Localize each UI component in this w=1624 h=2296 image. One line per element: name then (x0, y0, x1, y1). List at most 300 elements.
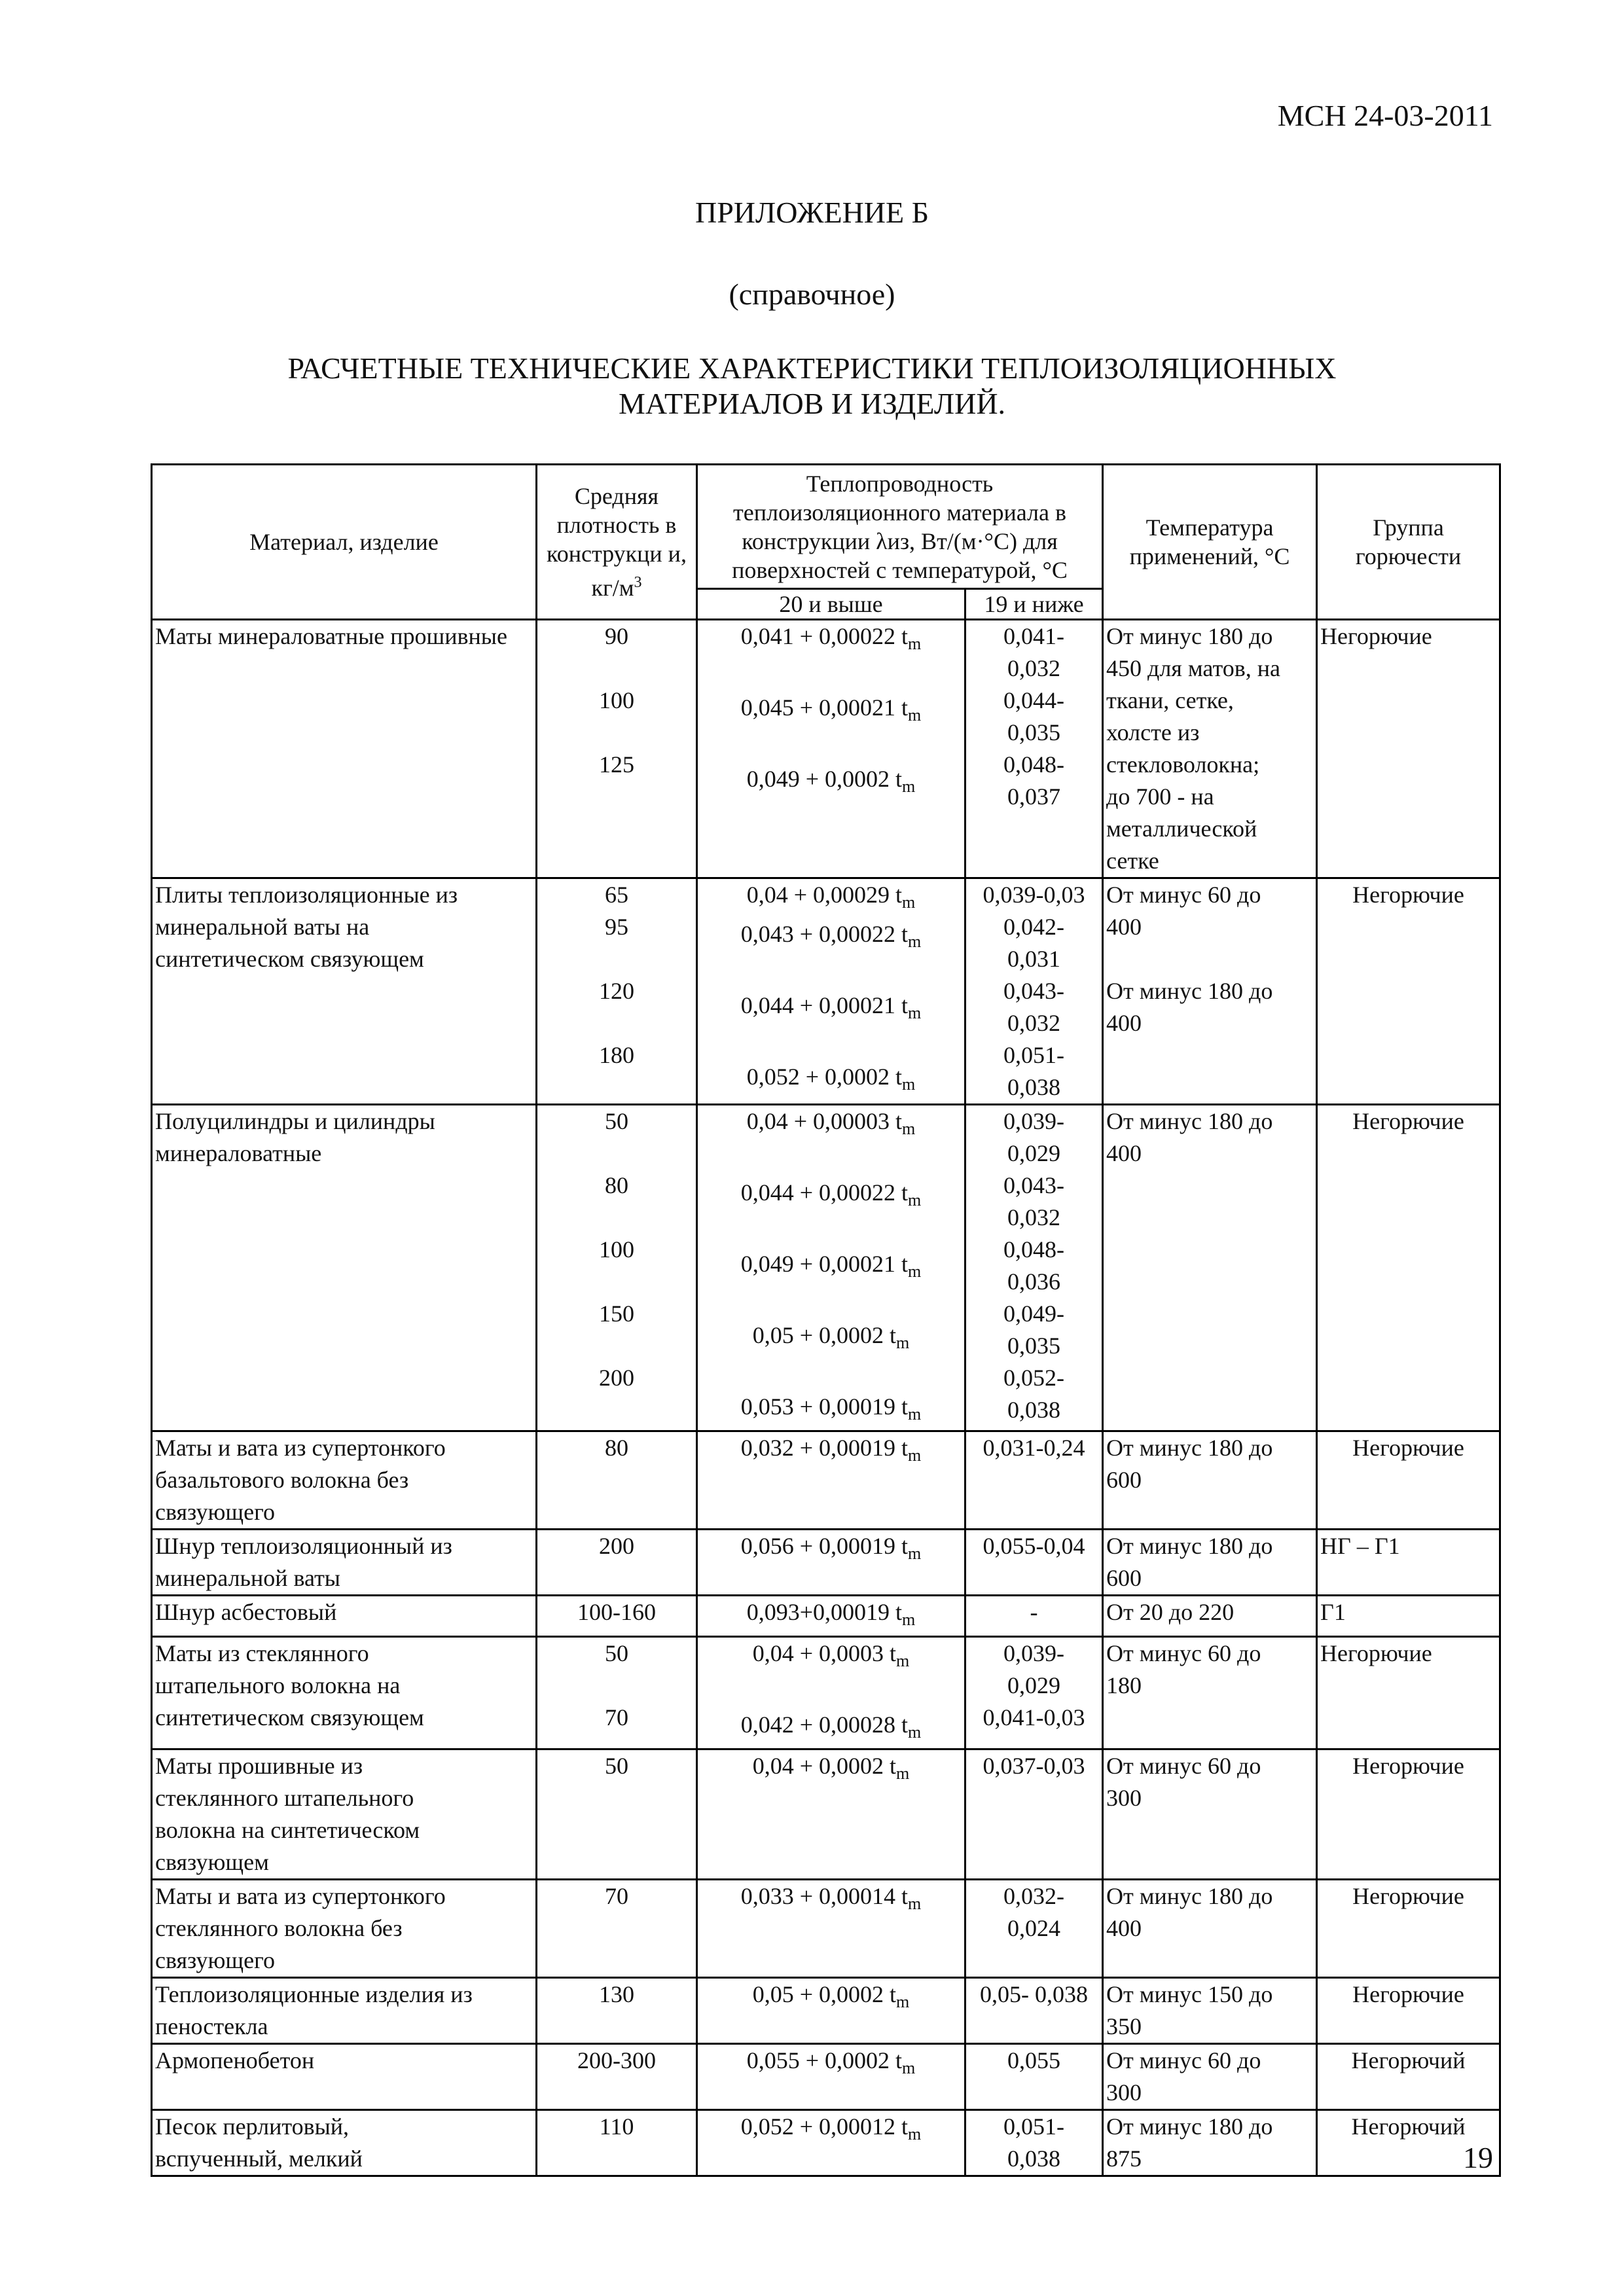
cell-formula-above-20-text: 0,093+0,00019 t (746, 1599, 903, 1625)
cell-formula-above-20-line (700, 660, 962, 692)
cell-temperature (1103, 620, 1317, 878)
cell-formula-above-20-line (700, 1530, 962, 1570)
cell-temperature-line (1106, 653, 1313, 685)
cell-temperature-line (1106, 1670, 1313, 1702)
cell-material-line (155, 1432, 533, 1464)
cell-formula-above-20 (697, 1530, 965, 1596)
cell-temperature-text: 400 (1106, 1010, 1142, 1036)
cell-formula-above-20-line (700, 958, 962, 990)
table-row (152, 1596, 1500, 1637)
cell-density-text: 100-160 (577, 1599, 656, 1625)
cell-group-text: Негорючие (1352, 1753, 1464, 1779)
cell-density-text: 125 (599, 751, 634, 778)
table-body (152, 620, 1500, 2176)
cell-formula-above-20 (697, 1880, 965, 1978)
cell-conductivity-below-19-line (969, 1202, 1099, 1234)
cell-conductivity-below-19-line (969, 943, 1099, 975)
cell-material-text: пеностекла (155, 2013, 268, 2039)
cell-formula-above-20-line (700, 1029, 962, 1061)
cell-conductivity-below-19-text: 0,032- (1003, 1883, 1064, 1909)
cell-temperature-text: От минус 60 до (1106, 882, 1261, 908)
cell-density-text: 120 (599, 978, 634, 1004)
cell-conductivity-below-19-text: 0,032 (1007, 655, 1060, 681)
subscript-m: m (902, 1610, 916, 1629)
cell-group-text: Негорючие (1352, 1883, 1464, 1909)
subscript-m: m (908, 932, 922, 951)
cell-density-line (540, 1750, 693, 1782)
cell-density-line (540, 1880, 693, 1912)
cell-density-line (540, 943, 693, 975)
cell-formula-above-20-text: 0,032 + 0,00019 t (740, 1435, 909, 1461)
subscript-m: m (896, 1992, 910, 2011)
cell-material (152, 1978, 537, 2044)
cell-density-line (540, 1530, 693, 1562)
cell-conductivity-below-19 (965, 2044, 1103, 2110)
cell-temperature-text: От минус 60 до (1106, 2047, 1261, 2073)
cell-material-line (155, 1814, 533, 1846)
cell-formula-above-20-line (700, 1145, 962, 1177)
header-temp-below: 19 и ниже (965, 589, 1103, 620)
cell-conductivity-below-19-text: 0,038 (1007, 1397, 1060, 1423)
cell-formula-above-20-line (700, 1880, 962, 1920)
cell-density-line (540, 1298, 693, 1330)
cell-density-text: 50 (605, 1753, 628, 1779)
cell-formula-above-20-line (700, 1216, 962, 1248)
cell-temperature-text: металлической (1106, 816, 1257, 842)
cell-density-line (540, 2111, 693, 2143)
cell-density (537, 1978, 697, 2044)
cell-temperature (1103, 1637, 1317, 1749)
cell-material (152, 2110, 537, 2176)
cell-conductivity-below-19-line (969, 1039, 1099, 1071)
cell-material-text: Маты из стеклянного (155, 1640, 369, 1666)
cell-temperature-line (1106, 1912, 1313, 1945)
subscript-m: m (908, 1262, 922, 1281)
cell-formula-above-20-line (700, 1391, 962, 1430)
cell-formula-above-20-line (700, 1596, 962, 1636)
cell-temperature-text: 180 (1106, 1672, 1142, 1698)
cell-formula-above-20 (697, 1431, 965, 1530)
cell-temperature-line (1106, 1105, 1313, 1138)
cell-conductivity-below-19-text: 0,031-0,24 (983, 1435, 1085, 1461)
table-row (152, 1431, 1500, 1530)
header-conductivity: Теплопроводность теплоизоляционного материала в конструкции λиз, Вт/(м·°С) для поверхностей с температурой, °С (697, 465, 1103, 589)
table-row (152, 878, 1500, 1105)
cell-density-text: 80 (605, 1172, 628, 1198)
cell-temperature-line (1106, 2143, 1313, 2175)
cell-formula-above-20-text: 0,05 + 0,0002 t (752, 1981, 897, 2007)
cell-formula-above-20-line (700, 1979, 962, 2018)
cell-temperature (1103, 1749, 1317, 1880)
subscript-m: m (908, 1446, 922, 1465)
cell-material-line (155, 2011, 533, 2043)
cell-conductivity-below-19-text: 0,038 (1007, 2145, 1060, 2172)
cell-conductivity-below-19-line (969, 1362, 1099, 1394)
cell-density-line (540, 620, 693, 653)
cell-formula-above-20-text: 0,052 + 0,00012 t (740, 2113, 909, 2140)
cell-material-text: минераловатные (155, 1140, 322, 1166)
cell-formula-above-20-text: 0,052 + 0,0002 t (746, 1064, 903, 1090)
cell-conductivity-below-19-line (969, 1071, 1099, 1103)
cell-conductivity-below-19-line (969, 1638, 1099, 1670)
cell-conductivity-below-19-line (969, 1596, 1099, 1628)
cell-conductivity-below-19 (965, 1637, 1103, 1749)
cell-temperature-line (1106, 2045, 1313, 2077)
cell-formula-above-20-text: 0,044 + 0,00022 t (740, 1179, 909, 1206)
subscript-m: m (902, 893, 916, 912)
cell-temperature-text: От минус 180 до (1106, 2113, 1273, 2140)
cell-material-line (155, 1912, 533, 1945)
cell-formula-above-20-text: 0,055 + 0,0002 t (746, 2047, 903, 2073)
cell-conductivity-below-19-text: 0,055 (1007, 2047, 1060, 2073)
cell-density-text: 200 (599, 1533, 634, 1559)
cell-material-line (155, 879, 533, 911)
cell-temperature-line (1106, 845, 1313, 877)
cell-formula-above-20-text: 0,04 + 0,00003 t (746, 1108, 903, 1134)
cell-density-text: 100 (599, 687, 634, 713)
cell-material-line (155, 1702, 533, 1734)
cell-conductivity-below-19-text: 0,05- 0,038 (980, 1981, 1088, 2007)
table-row (152, 1105, 1500, 1431)
cell-conductivity-below-19-text: 0,035 (1007, 1333, 1060, 1359)
cell-temperature-text: 600 (1106, 1467, 1142, 1493)
cell-temperature-text: стекловолокна; (1106, 751, 1260, 778)
cell-conductivity-below-19-line (969, 717, 1099, 749)
subscript-m: m (908, 1191, 922, 1210)
cell-formula-above-20-line (700, 990, 962, 1029)
cell-conductivity-below-19-line (969, 1880, 1099, 1912)
cell-formula-above-20-text: 0,049 + 0,00021 t (740, 1251, 909, 1277)
cell-temperature-line (1106, 1138, 1313, 1170)
cell-conductivity-below-19-text: 0,043- (1003, 978, 1064, 1004)
cell-formula-above-20 (697, 2110, 965, 2176)
cell-conductivity-below-19 (965, 620, 1103, 878)
header-material: Материал, изделие (152, 465, 537, 620)
cell-material-text: минеральной ваты на (155, 914, 370, 940)
cell-material (152, 620, 537, 878)
cell-temperature-text: От 20 до 220 (1106, 1599, 1235, 1625)
cell-temperature-text: ткани, сетке, (1106, 687, 1234, 713)
cell-material-line (155, 1782, 533, 1814)
cell-conductivity-below-19-line (969, 1750, 1099, 1782)
cell-density-text: 90 (605, 623, 628, 649)
cell-formula-above-20-text: 0,053 + 0,00019 t (740, 1393, 909, 1420)
cell-temperature (1103, 1880, 1317, 1978)
cell-formula-above-20-text: 0,049 + 0,0002 t (746, 766, 903, 792)
cell-temperature-line (1106, 685, 1313, 717)
cell-material-text: Песок перлитовый, (155, 2113, 350, 2140)
cell-density-text: 95 (605, 914, 628, 940)
cell-temperature-line (1106, 1750, 1313, 1782)
cell-temperature-text: 400 (1106, 1140, 1142, 1166)
cell-temperature-text: От минус 150 до (1106, 1981, 1273, 2007)
cell-material (152, 1530, 537, 1596)
cell-material-text: Маты прошивные из (155, 1753, 363, 1779)
cell-density-line (540, 1202, 693, 1234)
cell-density (537, 2110, 697, 2176)
cell-formula-above-20-line (700, 1432, 962, 1471)
cell-group-text: Негорючие (1352, 882, 1464, 908)
cell-material-text: Маты минераловатные прошивные (155, 623, 507, 649)
cell-material-line (155, 1464, 533, 1496)
cell-density-line (540, 1007, 693, 1039)
cell-group (1317, 1749, 1500, 1880)
subscript-m: m (902, 2058, 916, 2077)
cell-material-line (155, 1979, 533, 2011)
cell-conductivity-below-19-text: 0,044- (1003, 687, 1064, 713)
cell-conductivity-below-19-line (969, 1298, 1099, 1330)
subscript-m: m (908, 2125, 922, 2144)
cell-formula-above-20-line (700, 763, 962, 802)
cell-material-line (155, 1846, 533, 1878)
title-block (0, 195, 1624, 422)
subscript-m: m (896, 1764, 910, 1783)
cell-group-text: Г1 (1320, 1599, 1346, 1625)
cell-conductivity-below-19-text: 0,024 (1007, 1915, 1060, 1941)
cell-temperature-line (1106, 1464, 1313, 1496)
cell-formula-above-20 (697, 620, 965, 878)
cell-density (537, 1530, 697, 1596)
cell-temperature-line (1106, 813, 1313, 845)
cell-group-text: Негорючий (1351, 2047, 1466, 2073)
cell-material-line (155, 1638, 533, 1670)
cell-conductivity-below-19-line (969, 781, 1099, 813)
cell-conductivity-below-19-text: 0,048- (1003, 751, 1064, 778)
cell-density-line (540, 685, 693, 717)
cell-material-text: Маты и вата из супертонкого (155, 1435, 446, 1461)
main-title: РАСЧЕТНЫЕ ТЕХНИЧЕСКИЕ ХАРАКТЕРИСТИКИ ТЕПЛОИЗОЛЯЦИОННЫХ МАТЕРИАЛОВ И ИЗДЕЛИЙ. (287, 351, 1337, 420)
cell-density-text: 200 (599, 1365, 634, 1391)
cell-conductivity-below-19-text: 0,051- (1003, 1042, 1064, 1068)
cell-temperature (1103, 1431, 1317, 1530)
cell-material (152, 1749, 537, 1880)
cell-conductivity-below-19-text: 0,029 (1007, 1140, 1060, 1166)
cell-material (152, 1105, 537, 1431)
cell-conductivity-below-19-line (969, 1912, 1099, 1945)
cell-material-line (155, 1596, 533, 1628)
cell-density-line (540, 1170, 693, 1202)
cell-temperature-text: 400 (1106, 1915, 1142, 1941)
cell-formula-above-20-text: 0,04 + 0,0002 t (752, 1753, 897, 1779)
cell-formula-above-20-line (700, 1709, 962, 1748)
cell-material-line (155, 2045, 533, 2077)
cell-material (152, 1431, 537, 1530)
subscript-m: m (908, 634, 922, 653)
cell-formula-above-20 (697, 1637, 965, 1749)
cell-material (152, 1880, 537, 1978)
cell-density-line (540, 1105, 693, 1138)
cell-temperature-line (1106, 749, 1313, 781)
cell-formula-above-20 (697, 1978, 965, 2044)
cell-material-text: синтетическом связующем (155, 946, 424, 972)
cell-conductivity-below-19-text: 0,039- (1003, 1640, 1064, 1666)
cell-density-line (540, 911, 693, 943)
cell-conductivity-below-19-text: 0,041-0,03 (983, 1704, 1085, 1731)
cell-group-text: Негорючие (1352, 1435, 1464, 1461)
cell-formula-above-20-text: 0,044 + 0,00021 t (740, 992, 909, 1018)
cell-density-text: 200-300 (577, 2047, 656, 2073)
cell-material-line (155, 1105, 533, 1138)
cell-conductivity-below-19-text: 0,052- (1003, 1365, 1064, 1391)
cell-formula-above-20-line (700, 1638, 962, 1677)
cell-group (1317, 1105, 1500, 1431)
cell-formula-above-20-line (700, 1677, 962, 1709)
cell-material-line (155, 1880, 533, 1912)
cell-conductivity-below-19-line (969, 653, 1099, 685)
cell-density-line (540, 1670, 693, 1702)
cell-material-text: Плиты теплоизоляционные из (155, 882, 458, 908)
cell-group (1317, 2044, 1500, 2110)
header-density-text: Средняя плотность в конструкци и, кг/м (547, 483, 687, 601)
cell-material-text: Полуцилиндры и цилиндры (155, 1108, 435, 1134)
cell-group-text: Негорючие (1320, 623, 1432, 649)
cell-formula-above-20-line (700, 1248, 962, 1287)
cell-conductivity-below-19-text: 0,032 (1007, 1010, 1060, 1036)
cell-conductivity-below-19 (965, 1978, 1103, 2044)
cell-formula-above-20-line (700, 1359, 962, 1391)
cell-formula-above-20-line (700, 2111, 962, 2150)
cell-density-text: 70 (605, 1704, 628, 1731)
cell-material-text: Шнур теплоизоляционный из (155, 1533, 452, 1559)
cell-temperature-line (1106, 1596, 1313, 1628)
cell-conductivity-below-19-text: 0,039-0,03 (983, 882, 1085, 908)
subscript-m: m (908, 1723, 922, 1742)
table-row (152, 620, 1500, 878)
cell-formula-above-20-text: 0,045 + 0,00021 t (740, 694, 909, 721)
cell-conductivity-below-19-line (969, 975, 1099, 1007)
cell-conductivity-below-19-line (969, 1394, 1099, 1426)
cell-conductivity-below-19 (965, 2110, 1103, 2176)
cell-conductivity-below-19-line (969, 911, 1099, 943)
cell-formula-above-20 (697, 1105, 965, 1431)
cell-density-text: 50 (605, 1108, 628, 1134)
cell-temperature-line (1106, 943, 1313, 975)
table-row (152, 1978, 1500, 2044)
cell-formula-above-20-line (700, 918, 962, 958)
cell-conductivity-below-19 (965, 1749, 1103, 1880)
cell-temperature-text: 400 (1106, 914, 1142, 940)
cell-density (537, 620, 697, 878)
cell-conductivity-below-19-text: 0,037-0,03 (983, 1753, 1085, 1779)
cell-formula-above-20 (697, 2044, 965, 2110)
cell-formula-above-20-line (700, 1319, 962, 1359)
table-row (152, 1530, 1500, 1596)
cell-material-text: штапельного волокна на (155, 1672, 401, 1698)
cell-density-line (540, 1638, 693, 1670)
cell-temperature-text: От минус 180 до (1106, 978, 1273, 1004)
cell-material (152, 1596, 537, 1637)
cell-density-line (540, 975, 693, 1007)
cell-temperature-line (1106, 1782, 1313, 1814)
cell-material-text: Теплоизоляционные изделия из (155, 1981, 473, 2007)
cell-temperature-text: От минус 180 до (1106, 1883, 1273, 1909)
cell-density-text: 150 (599, 1300, 634, 1327)
cell-formula-above-20-line (700, 1750, 962, 1789)
cell-conductivity-below-19 (965, 1105, 1103, 1431)
cell-conductivity-below-19-text: 0,049- (1003, 1300, 1064, 1327)
cell-formula-above-20-text: 0,033 + 0,00014 t (740, 1883, 909, 1909)
cell-temperature-text: От минус 180 до (1106, 1533, 1273, 1559)
cell-group-text: Негорючие (1320, 1640, 1432, 1666)
header-density (537, 465, 697, 620)
cell-group-text: Негорючие (1352, 1108, 1464, 1134)
cell-temperature-line (1106, 717, 1313, 749)
cell-material-text: связующего (155, 1947, 275, 1973)
cell-density-line (540, 1362, 693, 1394)
cell-group (1317, 1596, 1500, 1637)
cell-material-text: минеральной ваты (155, 1565, 340, 1591)
header-group: Группа горючести (1317, 465, 1500, 620)
cell-temperature (1103, 1978, 1317, 2044)
cell-temperature (1103, 2044, 1317, 2110)
cell-material (152, 878, 537, 1105)
table-row (152, 1880, 1500, 1978)
cell-conductivity-below-19-line (969, 1979, 1099, 2011)
cell-temperature-line (1106, 911, 1313, 943)
cell-formula-above-20 (697, 1596, 965, 1637)
appendix-title: ПРИЛОЖЕНИЕ Б (695, 196, 929, 229)
cell-conductivity-below-19-line (969, 2045, 1099, 2077)
header-density-sup: 3 (634, 574, 642, 591)
cell-density-line (540, 749, 693, 781)
cell-conductivity-below-19-text: 0,035 (1007, 719, 1060, 745)
table-row (152, 2110, 1500, 2176)
cell-density (537, 1431, 697, 1530)
cell-group (1317, 1880, 1500, 1978)
cell-density-text: 70 (605, 1883, 628, 1909)
table-row (152, 2044, 1500, 2110)
cell-material-text: вспученный, мелкий (155, 2145, 363, 2172)
cell-temperature (1103, 1530, 1317, 1596)
cell-material-line (155, 1530, 533, 1562)
cell-temperature-line (1106, 781, 1313, 813)
cell-group-text: Негорючие (1352, 1981, 1464, 2007)
cell-density-line (540, 2045, 693, 2077)
cell-material-line (155, 620, 533, 653)
cell-conductivity-below-19-text: 0,037 (1007, 783, 1060, 810)
cell-material-text: связующем (155, 1849, 269, 1875)
cell-material-line (155, 1670, 533, 1702)
appendix-note: (справочное) (729, 278, 895, 311)
cell-conductivity-below-19-line (969, 1266, 1099, 1298)
cell-conductivity-below-19-line (969, 1007, 1099, 1039)
cell-conductivity-below-19-line (969, 685, 1099, 717)
subscript-m: m (908, 1003, 922, 1022)
cell-density-text: 65 (605, 882, 628, 908)
cell-group (1317, 1530, 1500, 1596)
cell-temperature-text: От минус 60 до (1106, 1753, 1261, 1779)
cell-density (537, 1105, 697, 1431)
subscript-m: m (896, 1651, 910, 1670)
cell-conductivity-below-19-text: 0,039- (1003, 1108, 1064, 1134)
cell-material-text: стеклянного волокна без (155, 1915, 403, 1941)
subscript-m: m (896, 1333, 910, 1352)
cell-temperature-text: 450 для матов, на (1106, 655, 1280, 681)
cell-material-text: стеклянного штапельного (155, 1785, 414, 1811)
cell-temperature-line (1106, 1638, 1313, 1670)
cell-formula-above-20 (697, 878, 965, 1105)
cell-density-text: 80 (605, 1435, 628, 1461)
cell-conductivity-below-19-line (969, 1432, 1099, 1464)
cell-conductivity-below-19 (965, 1880, 1103, 1978)
cell-density-text: 110 (599, 2113, 634, 2140)
cell-density-line (540, 653, 693, 685)
cell-density-line (540, 1234, 693, 1266)
cell-temperature (1103, 1596, 1317, 1637)
cell-formula-above-20-line (700, 692, 962, 731)
cell-formula-above-20-line (700, 731, 962, 763)
cell-temperature-text: От минус 180 до (1106, 623, 1273, 649)
